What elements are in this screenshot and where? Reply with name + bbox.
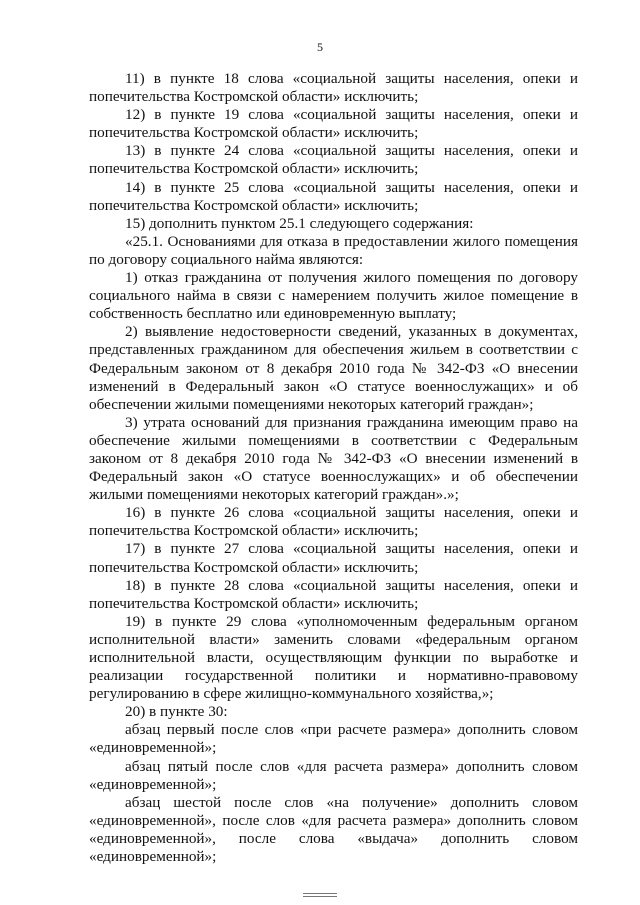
paragraph-subitem-3: 3) утрата оснований для признания гражданина имеющим право на обеспечение жилыми помещениями в соответствии с Федеральным законом от 8 декабря 2010 года № 342-ФЗ «О внесении изменений в Федеральный закон «О статусе военнослужащих» и об обеспечении жилыми помещениями некоторых категорий граждан».»; <box>89 413 578 504</box>
paragraph-abzac-first: абзац первый после слов «при расчете размера» дополнить словом «единовременной»; <box>89 721 578 757</box>
paragraph-item-17: 17) в пункте 27 слова «социальной защиты населения, опеки и попечительства Костромской области» исключить; <box>89 540 578 576</box>
paragraph-item-16: 16) в пункте 26 слова «социальной защиты населения, опеки и попечительства Костромской области» исключить; <box>89 504 578 540</box>
paragraph-item-11: 11) в пункте 18 слова «социальной защиты населения, опеки и попечительства Костромской области» исключить; <box>89 70 578 106</box>
paragraph-subitem-1: 1) отказ гражданина от получения жилого помещения по договору социального найма в связи с намерением получить жилое помещение в собственность бесплатно или единовременную выплату; <box>89 269 578 323</box>
paragraph-item-12: 12) в пункте 19 слова «социальной защиты населения, опеки и попечительства Костромской области» исключить; <box>89 106 578 142</box>
document-body <box>89 70 578 866</box>
paragraph-subitem-2: 2) выявление недостоверности сведений, указанных в документах, представленных гражданином для обеспечения жильем в соответствии с Федеральным законом от 8 декабря 2010 года № 342-ФЗ «О внесении изменений в Федеральный закон «О статусе военнослужащих» и об обеспечении жилыми помещениями некоторых категорий граждан»; <box>89 323 578 413</box>
paragraph-item-20: 20) в пункте 30: <box>125 703 228 721</box>
paragraph-abzac-fifth: абзац пятый после слов «для расчета размера» дополнить словом «единовременной»; <box>89 757 578 793</box>
paragraph-item-15: 15) дополнить пунктом 25.1 следующего содержания: <box>125 214 474 232</box>
paragraph-clause-25-1: «25.1. Основаниями для отказа в предоставлении жилого помещения по договору социального найма являются: <box>89 232 578 268</box>
paragraph-item-18: 18) в пункте 28 слова «социальной защиты населения, опеки и попечительства Костромской области» исключить; <box>89 576 578 612</box>
footer-mark <box>303 893 337 897</box>
paragraph-abzac-sixth: абзац шестой после слов «на получение» дополнить словом «единовременной», после слов «для расчета размера» дополнить словом «единовременной», после слова «выдача» дополнить словом «единовременной»; <box>89 793 578 866</box>
paragraph-item-14: 14) в пункте 25 слова «социальной защиты населения, опеки и попечительства Костромской области» исключить; <box>89 178 578 214</box>
paragraph-item-19: 19) в пункте 29 слова «уполномоченным федеральным органом исполнительной власти» заменить словами «федеральным органом исполнительной власти, осуществляющим функции по выработке и реализации государственной политики и нормативно-правовому регулированию в сфере жилищно-коммунального хозяйства,»; <box>89 612 578 703</box>
page-number: 5 <box>317 40 323 54</box>
paragraph-item-13: 13) в пункте 24 слова «социальной защиты населения, опеки и попечительства Костромской области» исключить; <box>89 142 578 178</box>
